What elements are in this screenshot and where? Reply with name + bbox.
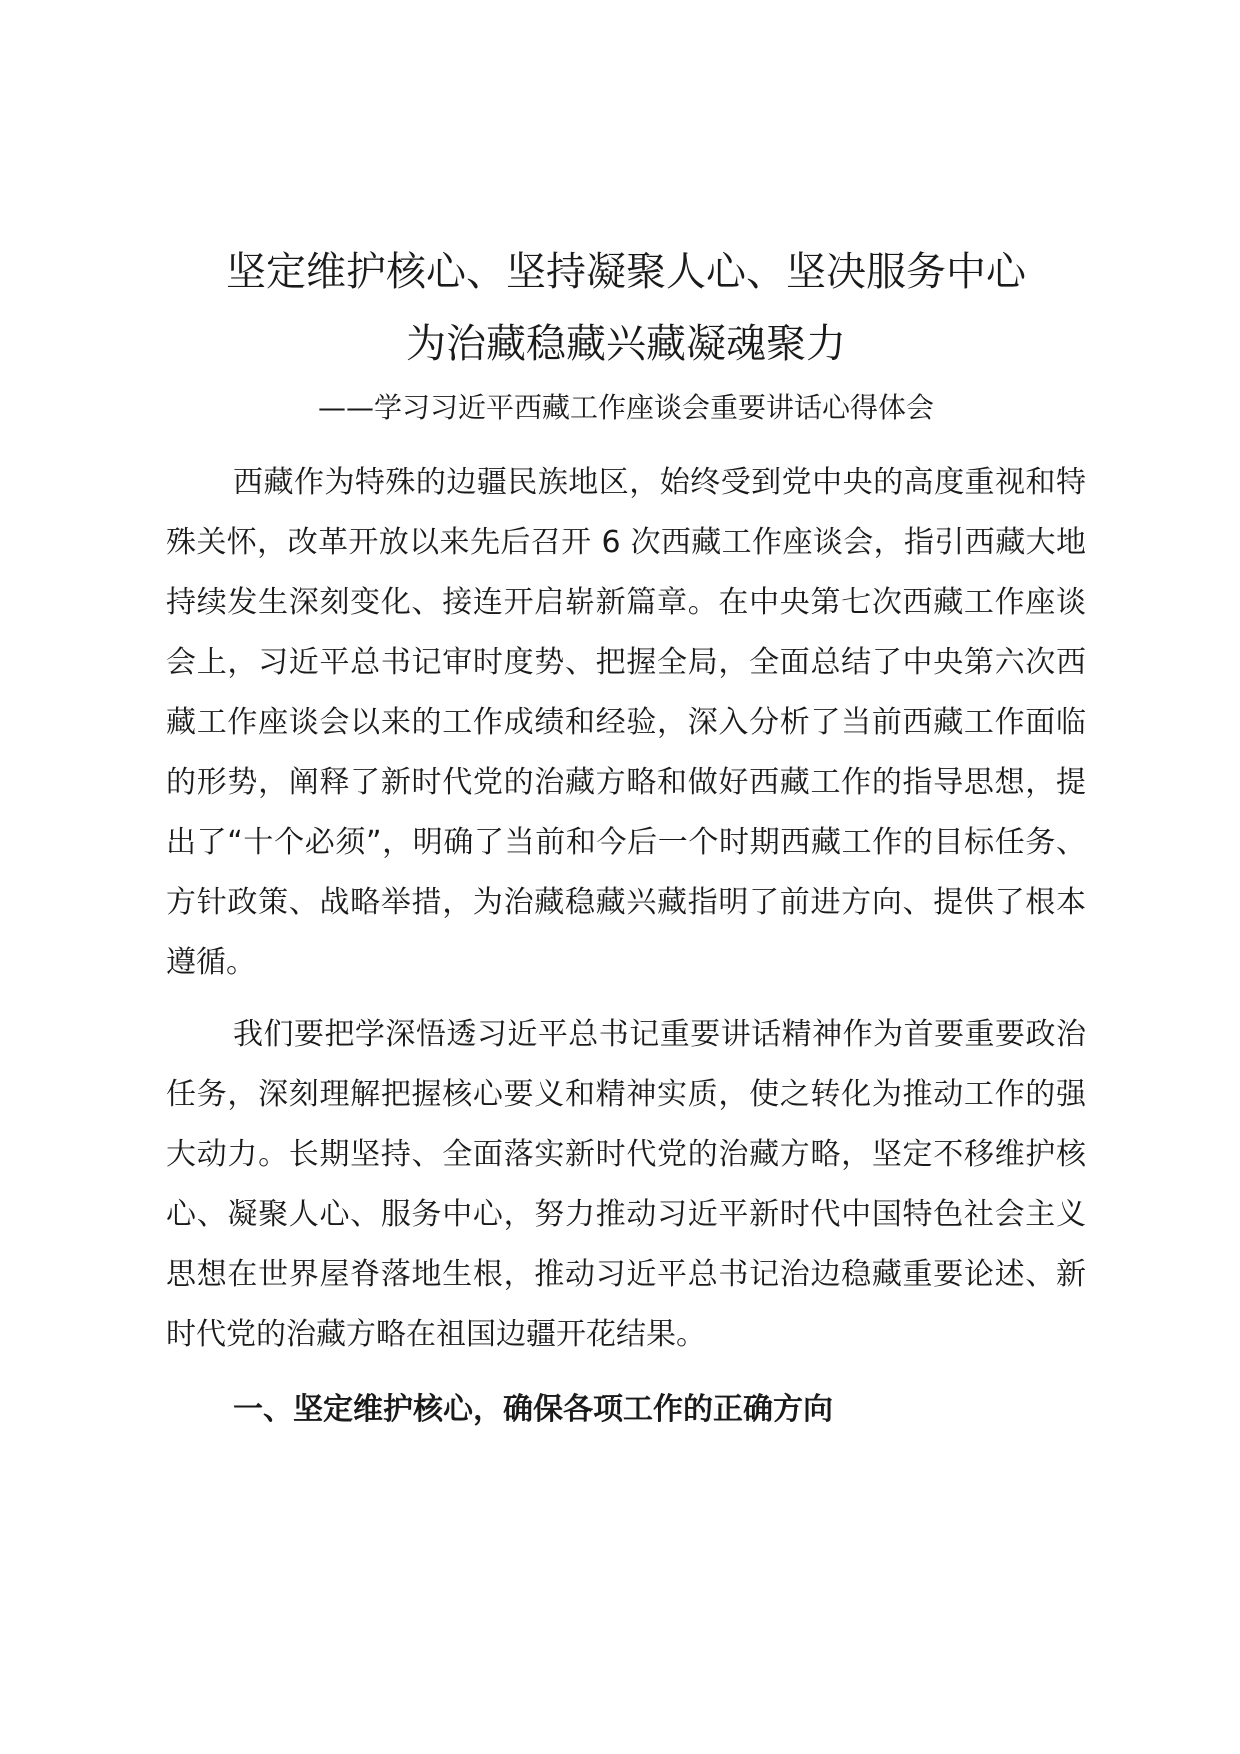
document-body xyxy=(166,236,1086,1440)
section-heading: 一、坚定维护核心，确保各项工作的正确方向 xyxy=(233,1392,833,1427)
paragraph-1: 西藏作为特殊的边疆民族地区，始终受到党中央的高度重视和特殊关怀，改革开放以来先后召开 6 次西藏工作座谈会，指引西藏大地持续发生深刻变化、接连开启崭新篇章。在中央第七次西藏工作座谈会上，习近平总书记审时度势、把握全局，全面总结了中央第六次西藏工作座谈会以来的工作成绩和经验，深入分析了当前西藏工作面临的形势，阐释了新时代党的治藏方略和做好西藏工作的指导思想，提出了“十个必须”，明确了当前和今后一个时期西藏工作的目标任务、方针政策、战略举措，为治藏稳藏兴藏指明了前进方向、提供了根本遵循。 xyxy=(166,465,1086,980)
subtitle: ——学习习近平西藏工作座谈会重要讲话心得体会 xyxy=(317,391,934,424)
paragraph-2: 我们要把学深悟透习近平总书记重要讲话精神作为首要重要政治任务，深刻理解把握核心要义和精神实质，使之转化为推动工作的强大动力。长期坚持、全面落实新时代党的治藏方略，坚定不移维护核心、凝聚人心、服务中心，努力推动习近平新时代中国特色社会主义思想在世界屋脊落地生根，推动习近平总书记治边稳藏重要论述、新时代党的治藏方略在祖国边疆开花结果。 xyxy=(166,1017,1086,1352)
title-line-2: 为治藏稳藏兴藏凝魂聚力 xyxy=(406,321,846,367)
title-line-1: 坚定维护核心、坚持凝聚人心、坚决服务中心 xyxy=(226,249,1026,295)
